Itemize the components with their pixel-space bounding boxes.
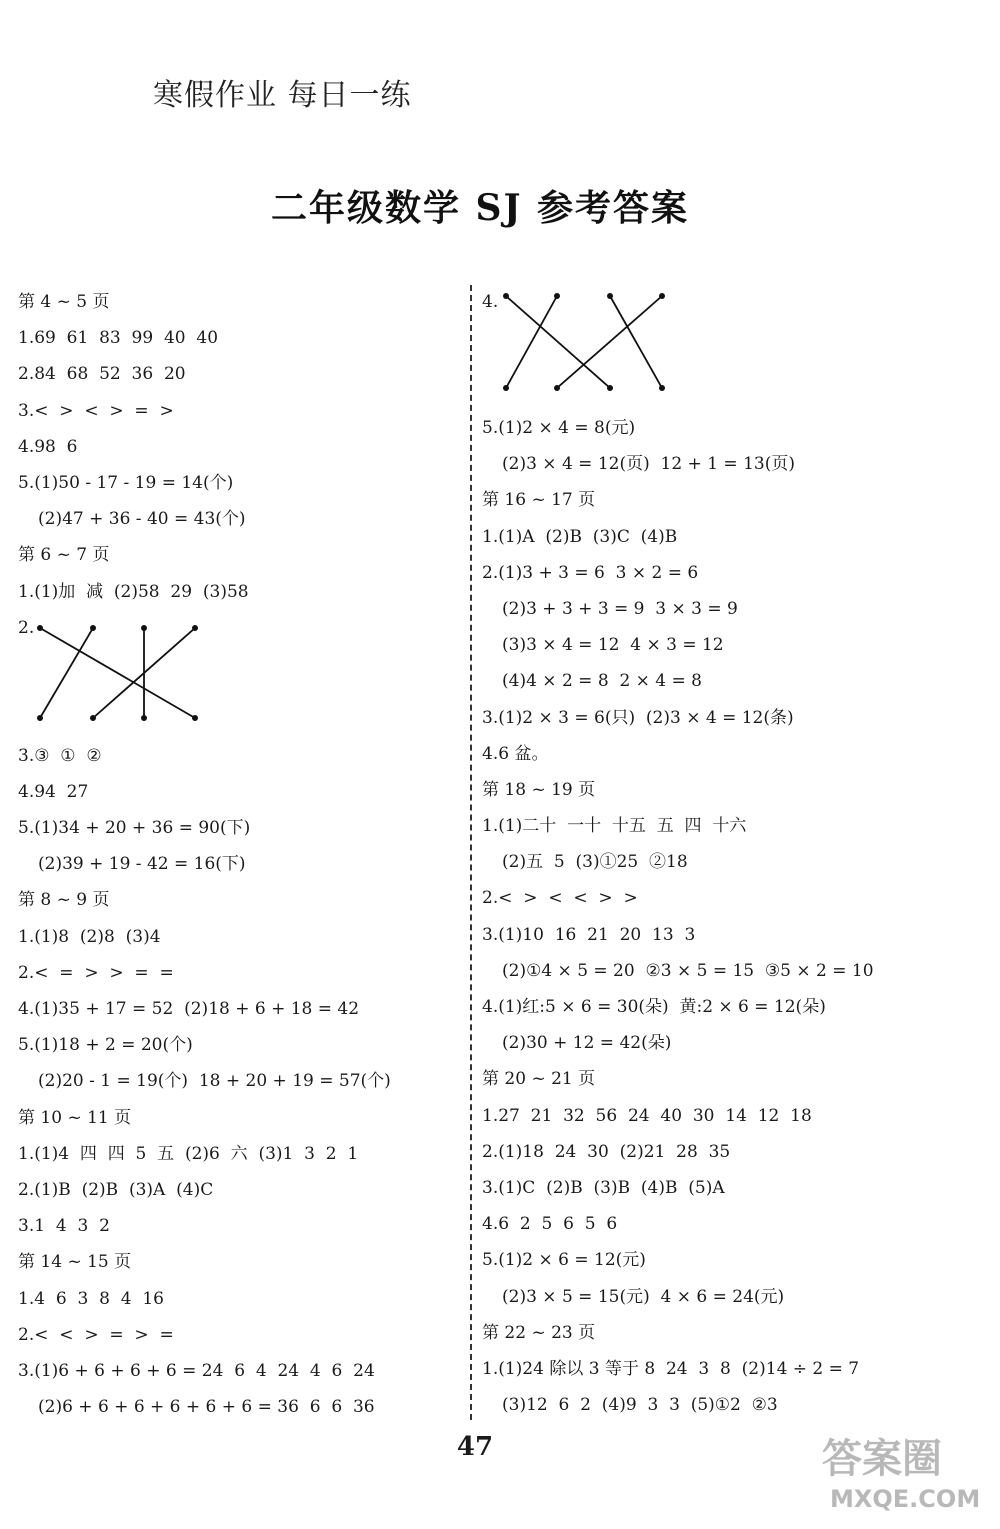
answer-line: 1.(1)8 (2)8 (3)4 [18, 926, 161, 947]
answer-line: 第 8 ~ 9 页 [18, 890, 110, 911]
matching-dot [141, 715, 147, 721]
matching-line [506, 296, 610, 388]
matching-question [482, 284, 952, 410]
answer-line: 4.6 2 5 6 5 6 [482, 1214, 618, 1235]
answer-line: (3)3 × 4 = 12 4 × 3 = 12 [502, 635, 724, 656]
answer-line: (2)6 + 6 + 6 + 6 + 6 + 6 = 36 6 6 36 [38, 1397, 375, 1418]
answer-line: 2.< > < < > > [482, 888, 638, 909]
matching-line [40, 628, 93, 718]
answer-line: 3.(1)10 16 21 20 13 3 [482, 924, 696, 945]
answer-line: 2.(1)18 24 30 (2)21 28 35 [482, 1141, 731, 1162]
answer-line: 1.(1)A (2)B (3)C (4)B [482, 526, 678, 547]
answer-line: (2)3 + 3 + 3 = 9 3 × 3 = 9 [502, 598, 738, 619]
matching-diagram-left [18, 620, 218, 728]
answer-line: 2.84 68 52 36 20 [18, 364, 186, 385]
answer-line: (2)20 - 1 = 19(个) 18 + 20 + 19 = 57(个) [38, 1071, 391, 1092]
answer-line: 2.< < > = > = [18, 1324, 174, 1345]
matching-dot [192, 715, 198, 721]
matching-dot [503, 385, 509, 391]
page-number: 47 [456, 1432, 494, 1462]
answer-line: 1.(1)4 四 四 5 五 (2)6 六 (3)1 3 2 1 [18, 1143, 359, 1164]
answer-line: 第 4 ~ 5 页 [18, 292, 110, 312]
answer-line: 第 6 ~ 7 页 [18, 545, 110, 566]
matching-line [557, 296, 662, 388]
answer-line: 1.69 61 83 99 40 40 [18, 328, 219, 349]
answer-line: 4.98 6 [18, 436, 78, 457]
answer-line: 3.(1)C (2)B (3)B (4)B (5)A [482, 1177, 725, 1198]
answer-line: 1.27 21 32 56 24 40 30 14 12 18 [482, 1105, 812, 1126]
answer-line: (2)①4 × 5 = 20 ②3 × 5 = 15 ③5 × 2 = 10 [502, 960, 874, 981]
header-title: 寒假作业 每日一练 [153, 78, 412, 113]
answer-line: 第 22 ~ 23 页 [482, 1322, 596, 1343]
answer-line: 1.(1)二十 一十 十五 五 四 十六 [482, 816, 747, 837]
matching-dot [554, 385, 560, 391]
answer-line: 5.(1)50 - 17 - 19 = 14(个) [18, 472, 234, 493]
question-number: 2. [18, 617, 35, 638]
answer-line: 1.(1)加 减 (2)58 29 (3)58 [18, 581, 249, 602]
matching-question [18, 610, 458, 738]
answer-line: 第 16 ~ 17 页 [482, 490, 596, 511]
answer-line: 第 14 ~ 15 页 [18, 1252, 132, 1273]
matching-diagram-right [482, 288, 682, 396]
matching-dot [607, 293, 613, 299]
matching-dot [659, 293, 665, 299]
answer-line: (2)47 + 36 - 40 = 43(个) [38, 509, 246, 530]
answer-line: 第 20 ~ 21 页 [482, 1069, 596, 1090]
answer-line: (2)五 5 (3)①25 ②18 [502, 852, 688, 873]
answer-line: 第 10 ~ 11 页 [18, 1107, 132, 1128]
answer-line: 4.(1)红:5 × 6 = 30(朵) 黄:2 × 6 = 12(朵) [482, 997, 826, 1017]
answer-line: 2.(1)3 + 3 = 6 3 × 2 = 6 [482, 562, 699, 583]
column-divider [470, 285, 472, 1420]
answer-line: (2)3 × 5 = 15(元) 4 × 6 = 24(元) [502, 1286, 785, 1307]
watermark-logo [802, 1427, 992, 1517]
answer-line: (3)12 6 2 (4)9 3 3 (5)①2 ②3 [502, 1395, 778, 1416]
answer-line: 5.(1)34 + 20 + 36 = 90(下) [18, 818, 251, 839]
answer-line: 3.(1)2 × 3 = 6(只) (2)3 × 4 = 12(条) [482, 707, 794, 728]
answer-line: 4.94 27 [18, 781, 89, 802]
answer-column-left [18, 284, 458, 1425]
question-number: 4. [482, 292, 499, 312]
answer-line: 第 18 ~ 19 页 [482, 779, 596, 800]
answer-line: (4)4 × 2 = 8 2 × 4 = 8 [502, 671, 702, 692]
answer-line: 3.1 4 3 2 [18, 1216, 110, 1237]
answer-line: 3.< > < > = > [18, 400, 174, 421]
answer-column-right [482, 284, 952, 1423]
matching-line [506, 296, 557, 388]
answer-line: 5.(1)18 + 2 = 20(个) [18, 1035, 193, 1056]
answer-line: (2)30 + 12 = 42(朵) [502, 1033, 672, 1054]
answer-line: 4.6 盆。 [482, 743, 549, 764]
answer-line: (2)39 + 19 - 42 = 16(下) [38, 854, 246, 875]
answer-line: (2)3 × 4 = 12(页) 12 + 1 = 13(页) [502, 454, 795, 475]
answer-line: 3.(1)6 + 6 + 6 + 6 = 24 6 4 24 4 6 24 [18, 1360, 375, 1381]
answer-line: 1.4 6 3 8 4 16 [18, 1288, 164, 1309]
answer-line: 3.③ ① ② [18, 745, 102, 766]
answer-line: 5.(1)2 × 4 = 8(元) [482, 418, 636, 438]
watermark-logo-text: 答案圈 [822, 1436, 942, 1482]
matching-dot [141, 625, 147, 631]
matching-dot [37, 625, 43, 631]
matching-line [610, 296, 662, 388]
page-title: 二年级数学 SJ 参考答案 [270, 187, 690, 229]
watermark-url-text: MXQE.COM [830, 1485, 981, 1513]
answer-line: 2.(1)B (2)B (3)A (4)C [18, 1179, 214, 1200]
answer-line: 4.(1)35 + 17 = 52 (2)18 + 6 + 18 = 42 [18, 999, 360, 1019]
answer-line: 2.< = > > = = [18, 962, 174, 983]
matching-dot [607, 385, 613, 391]
answer-line: 5.(1)2 × 6 = 12(元) [482, 1250, 646, 1271]
matching-dot [659, 385, 665, 391]
matching-dot [192, 625, 198, 631]
matching-dot [503, 293, 509, 299]
answer-line: 1.(1)24 除以 3 等于 8 24 3 8 (2)14 ÷ 2 = 7 [482, 1358, 860, 1379]
matching-dot [90, 625, 96, 631]
matching-dot [37, 715, 43, 721]
matching-dot [90, 715, 96, 721]
matching-dot [554, 293, 560, 299]
matching-line [40, 628, 195, 718]
